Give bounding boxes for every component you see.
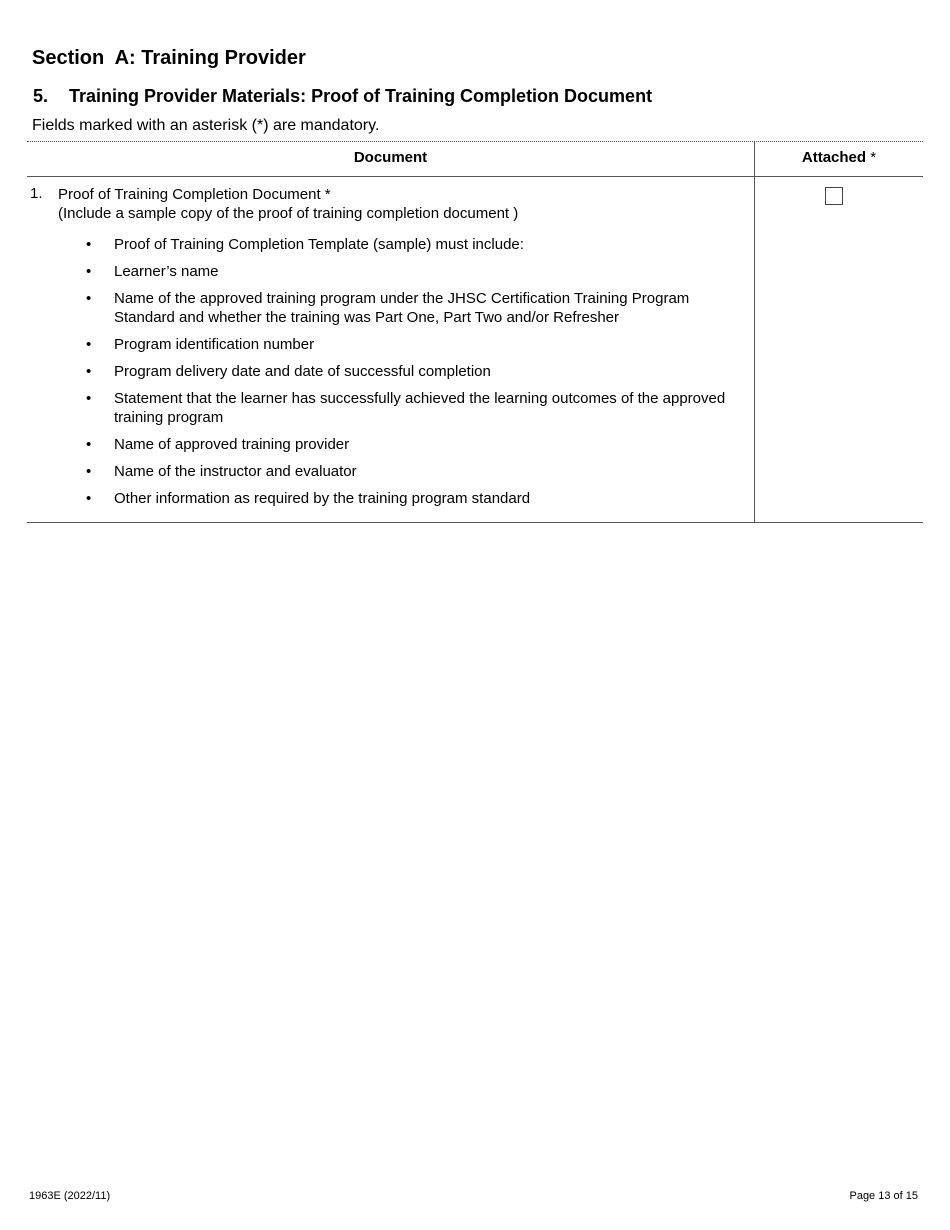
column-divider xyxy=(754,142,755,522)
item-title: Proof of Training Completion Document * xyxy=(58,186,331,203)
list-item: • Proof of Training Completion Template (sample) must include: xyxy=(86,236,524,253)
bullet-icon: • xyxy=(86,363,92,380)
bullet-icon: • xyxy=(86,290,92,307)
page-number: Page 13 of 15 xyxy=(849,1190,918,1202)
item-number: 1. xyxy=(30,185,43,202)
bullet-icon: • xyxy=(86,436,92,453)
item-note: (Include a sample copy of the proof of training completion document ) xyxy=(58,205,519,222)
attached-header-label: Attached xyxy=(801,149,867,166)
attached-column-header xyxy=(755,149,923,166)
mandatory-fields-note: Fields marked with an asterisk (*) are mandatory. xyxy=(32,117,380,134)
list-item: • Name of approved training provider xyxy=(86,436,350,453)
header-divider xyxy=(27,176,923,177)
form-code: 1963E (2022/11) xyxy=(29,1190,111,1202)
item-description xyxy=(58,185,518,223)
sub-heading-title: Training Provider Materials: Proof of Training Completion Document xyxy=(69,86,653,106)
bullet-icon: • xyxy=(86,236,92,253)
requirements-list xyxy=(27,235,754,516)
section-title: Section A: Training Provider xyxy=(32,47,306,69)
bullet-icon: • xyxy=(86,336,92,353)
list-item: • Name of the approved training program under the JHSC Certification Training Program Standard and whether the training was Part One, Part Two and/or Refresher xyxy=(86,290,690,326)
document-table xyxy=(27,141,923,523)
bullet-icon: • xyxy=(86,390,92,407)
document-column-header: Document xyxy=(353,149,428,166)
list-item: • Name of the instructor and evaluator xyxy=(86,463,357,480)
list-item: • Program identification number xyxy=(86,336,315,353)
bullet-icon: • xyxy=(86,263,92,280)
bullet-icon: • xyxy=(86,490,92,507)
attached-checkbox[interactable] xyxy=(825,187,843,205)
sub-heading xyxy=(33,86,652,107)
list-item: • Learner’s name xyxy=(86,263,219,280)
list-item: • Statement that the learner has successfully achieved the learning outcomes of the approved training program xyxy=(86,390,726,426)
mandatory-asterisk: * xyxy=(870,149,877,166)
list-item: • Program delivery date and date of successful completion xyxy=(86,363,491,380)
sub-heading-number: 5. xyxy=(33,86,49,106)
bullet-icon: • xyxy=(86,463,92,480)
list-item: • Other information as required by the training program standard xyxy=(86,490,531,507)
